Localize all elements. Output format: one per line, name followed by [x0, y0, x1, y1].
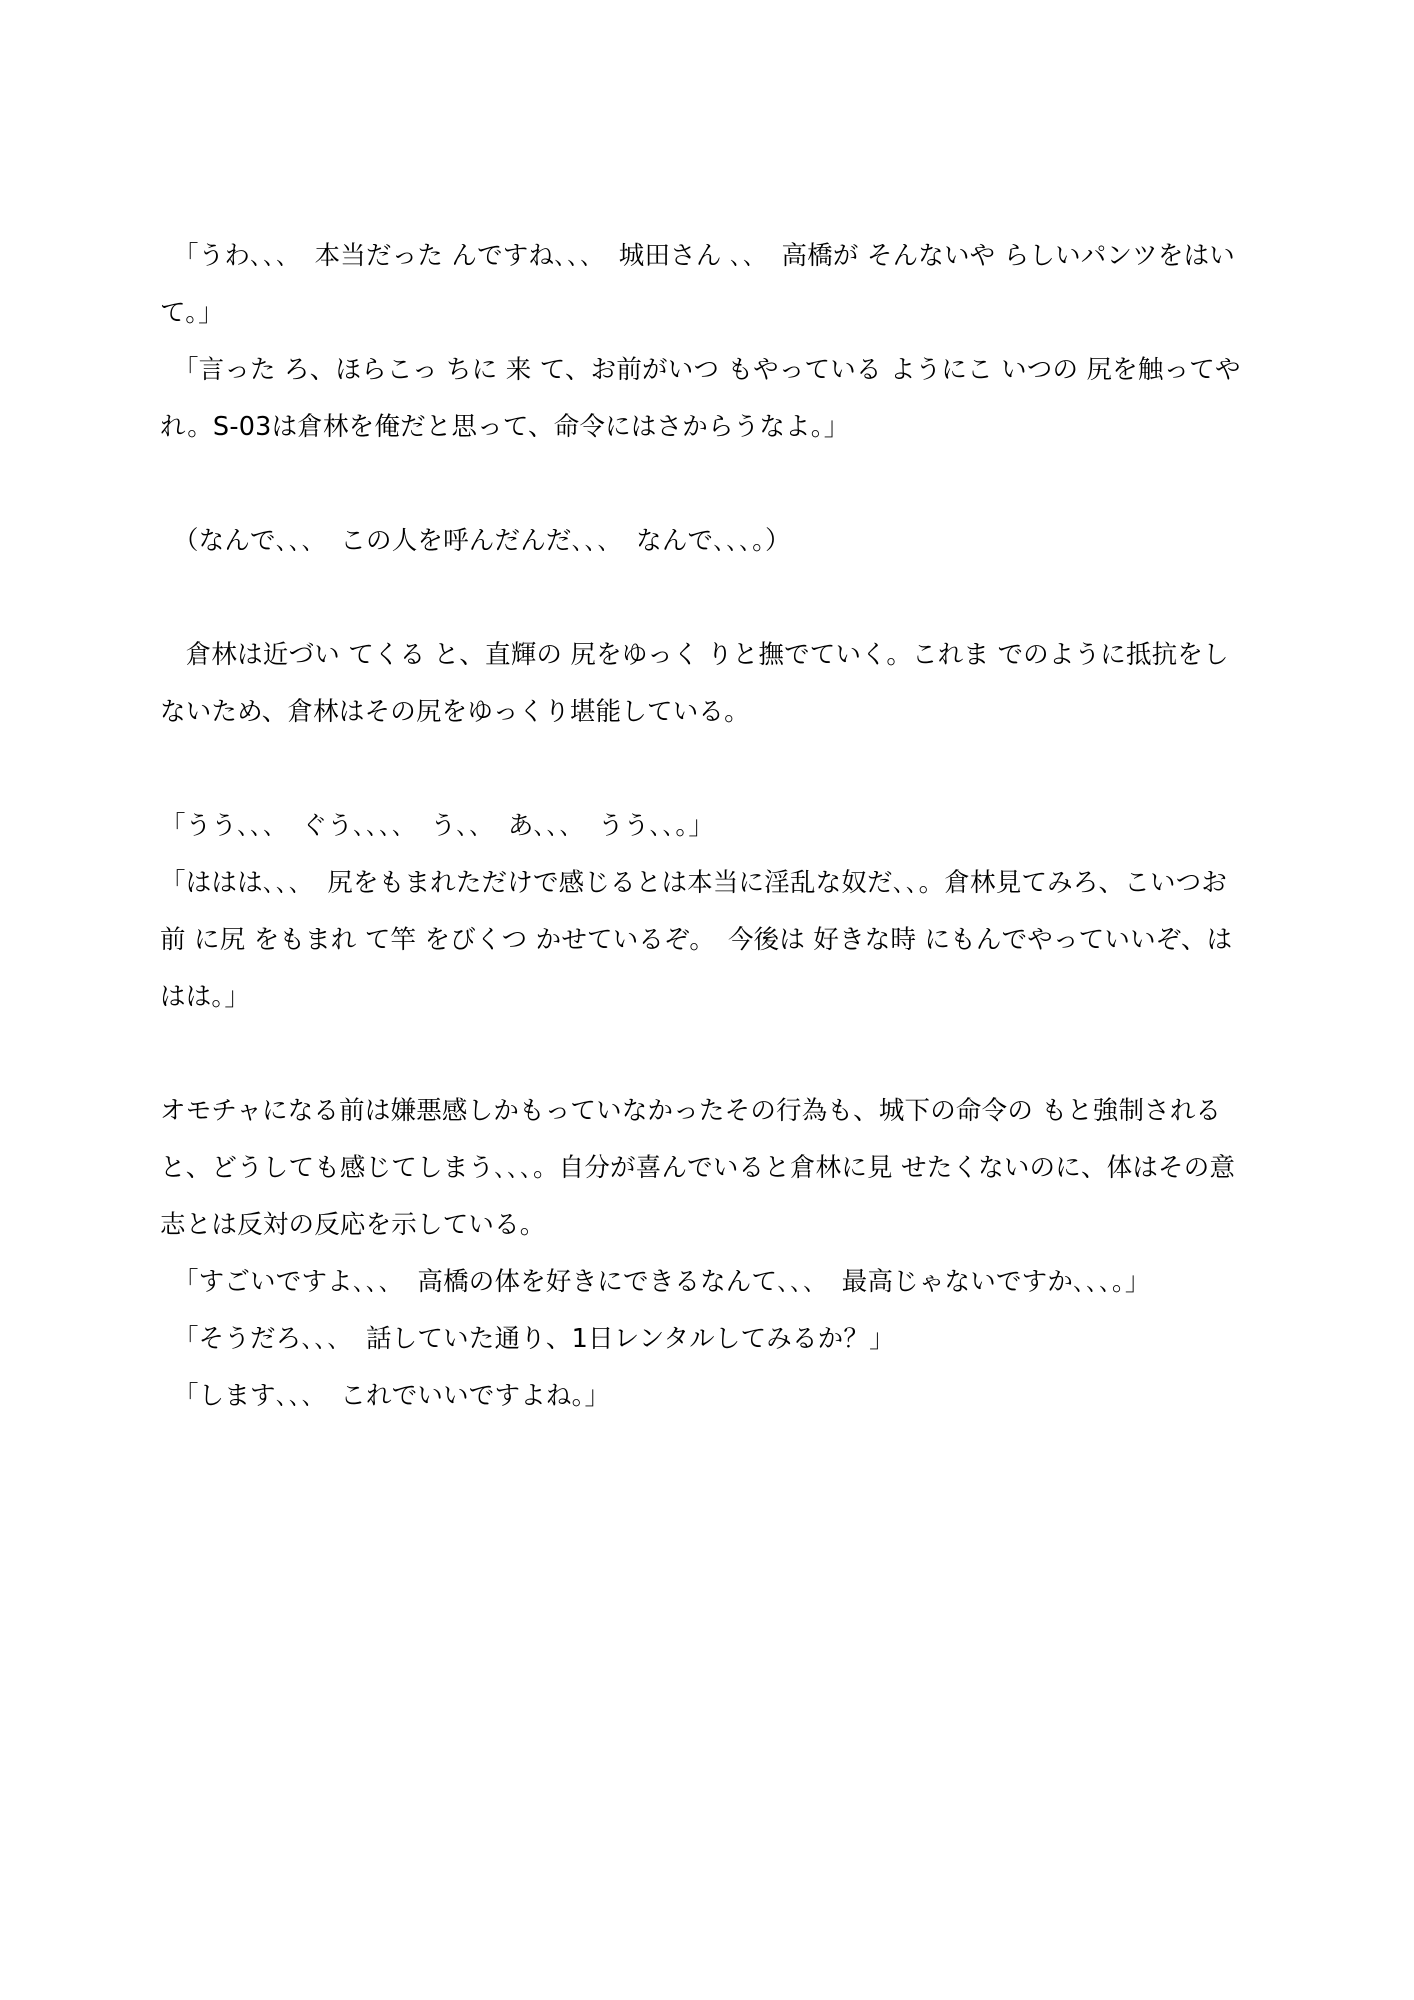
paragraph: 倉林は近づい てくる と、直輝の 尻をゆっく りと撫でていく。これま でのように抵抗をしないため、倉林はその尻をゆっくり堪能している。 [160, 640, 1229, 727]
paragraph: オモチャになる前は嫌悪感しかもっていなかったその行為も、城下の命令の もと強制されると、どうしても感じてしまう､､､。自分が喜んでいると倉林に見 せたくないのに、体はその意志とは反対の反応を示している。 [160, 1096, 1236, 1240]
paragraph-spacer [160, 456, 1250, 513]
paragraph: 「うう､､､ ぐう､､､､ う､､ あ､､､ うう､､。」 [160, 811, 715, 841]
paragraph: 「ははは､､､ 尻をもまれただけで感じるとは本当に淫乱な奴だ､､。倉林見てみろ、こいつお前 に尻 をもまれ て竿 をびくつ かせているぞ。 今後は 好きな時 にもんでやっていいぞ、ははは。」 [160, 868, 1233, 1012]
document-text-body [160, 228, 1250, 1425]
paragraph: 「します､､､ これでいいですよね。」 [160, 1381, 611, 1411]
paragraph-spacer [160, 570, 1250, 627]
paragraph: （なんで､､､ この人を呼んだんだ､､､ なんで､､､。） [160, 526, 791, 556]
paragraph-spacer [160, 1026, 1250, 1083]
paragraph: 「すごいですよ､､､ 高橋の体を好きにできるなんて､､､ 最高じゃないですか､､､。」 [160, 1267, 1151, 1297]
paragraph: 「そうだろ､､､ 話していた通り、1日レンタルしてみるか？」 [160, 1324, 895, 1354]
paragraph-spacer [160, 741, 1250, 798]
paragraph: 「言った ろ、ほらこっ ちに 来 て、お前がいつ もやっている ようにこ いつの 尻を触ってやれ。S-03は倉林を俺だと思って、命令にはさからうなよ。」 [160, 355, 1241, 442]
paragraph: 「うわ､､､ 本当だった んですね､､､ 城田さん ､､ 高橋が そんないや らしいパンツをはいて。」 [160, 241, 1235, 328]
